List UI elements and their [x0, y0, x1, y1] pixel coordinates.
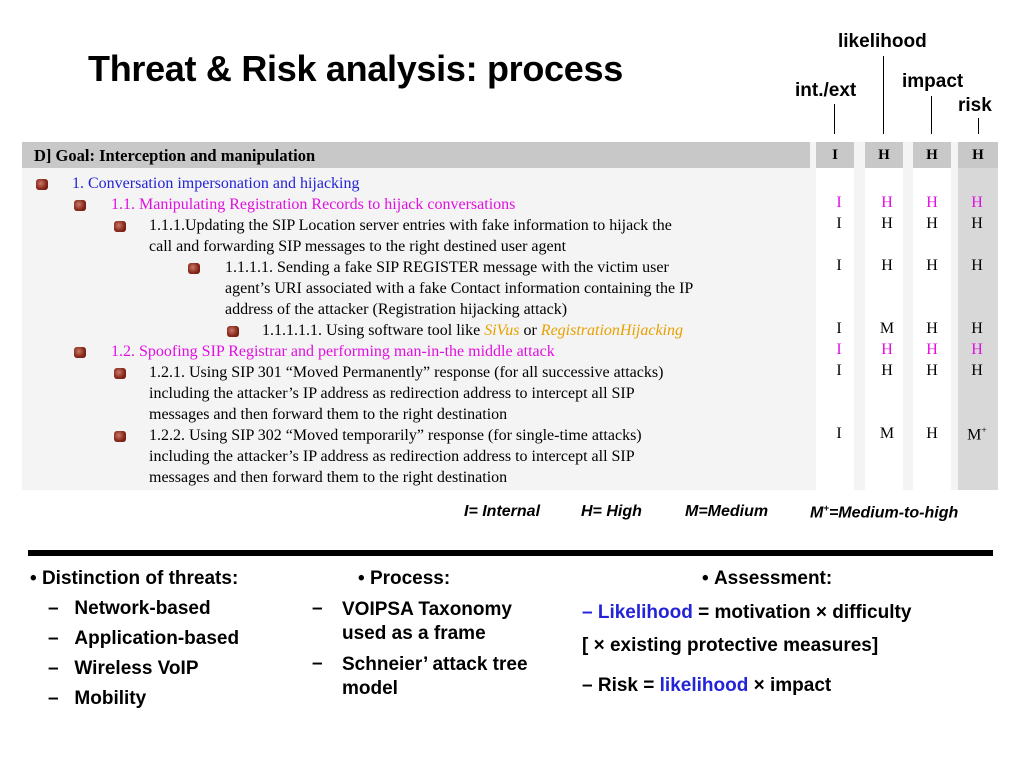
risk-prefix: – Risk =	[582, 675, 660, 696]
row-likelihood: H	[881, 341, 893, 358]
list-item-text: Wireless VoIP	[74, 658, 199, 679]
tree-row-line: including the attacker’s IP address as redirection address to intercept all SIP	[149, 385, 635, 402]
row-risk: H	[971, 257, 983, 274]
likelihood-formula	[582, 602, 911, 624]
row-risk: H	[971, 320, 983, 337]
tree-row-line: 1.2.1. Using SIP 301 “Moved Permanently” response (for all successive attacks)	[149, 364, 664, 381]
tree-row	[149, 215, 672, 257]
row-risk: H	[971, 194, 983, 211]
legend-high: H= High	[581, 503, 642, 520]
distinction-heading: Distinction of threats:	[41, 568, 239, 589]
process-bullet: • Process:	[358, 568, 451, 589]
tree-row-text: 1.1.1.1.1. Using software tool like	[262, 322, 485, 339]
tree-row	[149, 425, 642, 488]
list-item: – Application-based	[48, 628, 240, 649]
tree-row	[225, 257, 693, 320]
goal-int-ext: I	[832, 147, 838, 163]
tree-row	[149, 362, 663, 425]
row-impact: H	[926, 362, 938, 379]
row-impact: H	[926, 320, 938, 337]
likelihood-term: likelihood	[659, 675, 749, 696]
list-item: –	[312, 598, 323, 619]
tree-node-icon	[36, 179, 48, 190]
risk-header: risk	[958, 95, 992, 116]
list-item-text: Schneier’ attack tree model	[342, 654, 528, 699]
goal-likelihood: H	[878, 147, 890, 163]
row-int-ext: I	[836, 194, 842, 211]
list-item-text: Network-based	[74, 598, 211, 619]
row-risk: H	[971, 215, 983, 232]
row-likelihood: H	[881, 215, 893, 232]
tree-node-icon	[114, 221, 126, 232]
tree-row-text: or	[519, 322, 541, 339]
tree-row	[262, 320, 683, 341]
protective-measures-line: [ × existing protective measures]	[582, 635, 879, 656]
row-int-ext: I	[836, 362, 842, 379]
row-impact: H	[926, 215, 938, 232]
process-heading: Process:	[369, 568, 451, 589]
tree-row-line: messages and then forward them to the right destination	[149, 469, 508, 486]
goal-impact: H	[926, 147, 938, 163]
row-int-ext: I	[836, 215, 842, 232]
row-likelihood: M	[879, 425, 895, 442]
row-impact: H	[926, 425, 938, 442]
list-item: – Network-based	[48, 598, 211, 619]
list-item-text: Application-based	[74, 628, 240, 649]
tree-row: 1.2. Spoofing SIP Registrar and performing man-in-the middle attack	[111, 343, 555, 360]
row-int-ext: I	[836, 425, 842, 442]
row-int-ext: I	[836, 341, 842, 358]
page-title: Threat & Risk analysis: process	[88, 48, 623, 89]
risk-formula	[582, 675, 831, 697]
row-int-ext: I	[836, 257, 842, 274]
tree-node-icon	[114, 431, 126, 442]
tree-node-icon	[227, 326, 239, 337]
risk-tick	[978, 118, 979, 134]
int-ext-header: int./ext	[795, 80, 857, 101]
distinction-bullet: • Distinction of threats:	[30, 568, 239, 589]
list-item-text: Mobility	[74, 688, 147, 709]
formula-rest: = motivation × difficulty	[692, 602, 912, 623]
row-likelihood: H	[881, 194, 893, 211]
impact-tick	[931, 96, 932, 134]
assessment-bullet: • Assessment:	[702, 568, 833, 589]
tree-row-line: agent’s URI associated with a fake Contact information containing the IP	[225, 280, 694, 297]
tree-node-icon	[74, 200, 86, 211]
tree-row: 1.1. Manipulating Registration Records to hijack conversations	[111, 196, 516, 213]
tree-row: 1. Conversation impersonation and hijacking	[72, 175, 360, 192]
goal-label: D] Goal: Interception and manipulation	[34, 146, 316, 165]
tree-row-line: address of the attacker (Registration hijacking attack)	[225, 301, 568, 318]
registrationhijacking-tool-name: RegistrationHijacking	[540, 322, 683, 339]
list-item-text: VOIPSA Taxonomy used as a frame	[342, 599, 512, 644]
row-likelihood: H	[881, 362, 893, 379]
row-int-ext: I	[836, 320, 842, 337]
tree-row-line: messages and then forward them to the right destination	[149, 406, 508, 423]
row-risk: M+	[967, 425, 987, 444]
row-impact: H	[926, 257, 938, 274]
row-likelihood: H	[881, 257, 893, 274]
row-risk: H	[971, 362, 983, 379]
impact-header: impact	[902, 71, 964, 92]
tree-node-icon	[188, 263, 200, 274]
likelihood-term: Likelihood	[597, 602, 693, 623]
assessment-heading: Assessment:	[713, 568, 833, 589]
legend-medium: M=Medium	[685, 503, 769, 520]
legend-medium-to-high: M+=Medium-to-high	[810, 503, 959, 522]
likelihood-tick	[883, 56, 884, 134]
threat-table	[22, 142, 998, 490]
list-item: – Mobility	[48, 688, 147, 709]
likelihood-header: likelihood	[838, 31, 927, 52]
goal-risk: H	[972, 147, 984, 163]
list-item: –	[312, 653, 323, 674]
row-impact: H	[926, 341, 938, 358]
row-risk: H	[971, 341, 983, 358]
sivus-tool-name: SiVus	[484, 322, 520, 339]
tree-row-line: 1.1.1.Updating the SIP Location server entries with fake information to hijack the	[149, 217, 672, 234]
row-likelihood: M	[879, 320, 895, 337]
tree-row-line: including the attacker’s IP address as redirection address to intercept all SIP	[149, 448, 635, 465]
int-ext-tick	[834, 104, 835, 134]
list-item: – Wireless VoIP	[48, 658, 199, 679]
formula-rest: × impact	[748, 675, 832, 696]
divider	[28, 550, 993, 556]
tree-row-line: call and forwarding SIP messages to the right destined user agent	[149, 238, 567, 255]
dash: –	[582, 602, 593, 623]
tree-node-icon	[114, 368, 126, 379]
legend-internal: I= Internal	[464, 503, 541, 520]
tree-node-icon	[74, 347, 86, 358]
tree-row-line: 1.2.2. Using SIP 302 “Moved temporarily” response (for single-time attacks)	[149, 427, 642, 444]
row-impact: H	[926, 194, 938, 211]
tree-row-line: 1.1.1.1. Sending a fake SIP REGISTER message with the victim user	[225, 259, 669, 276]
